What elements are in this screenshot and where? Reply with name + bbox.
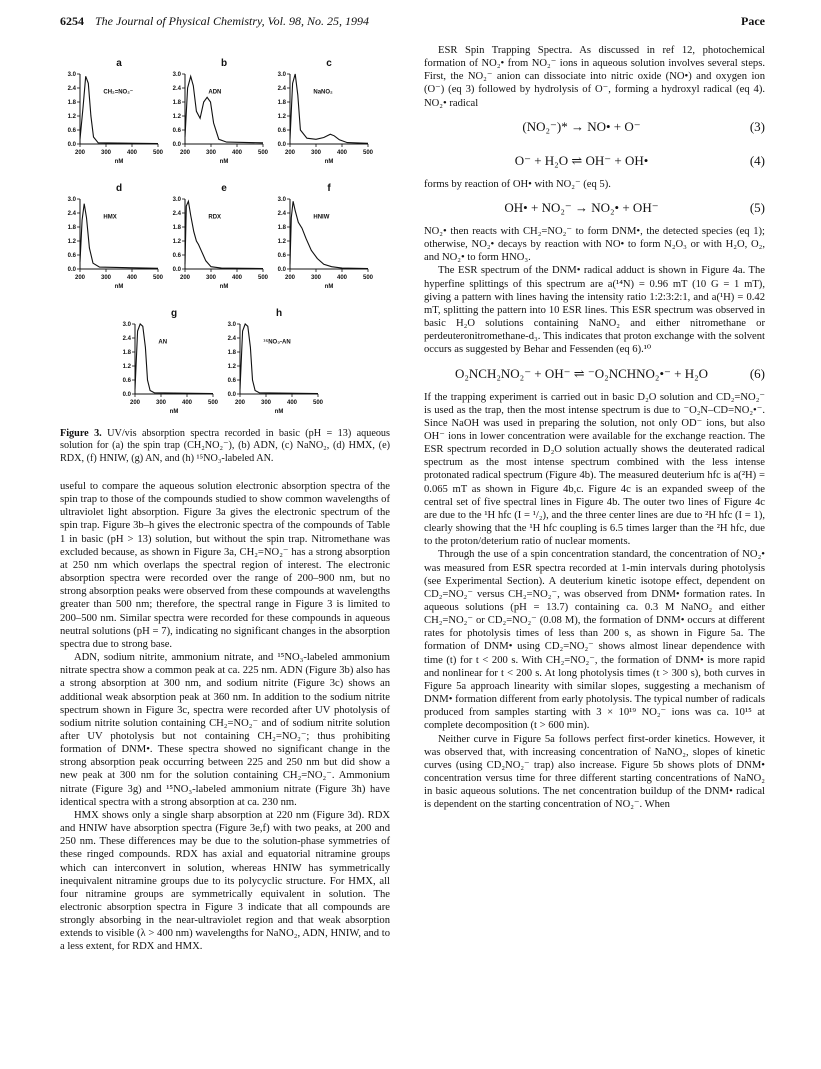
spectrum-panel-b [173,58,269,165]
y-tick-label: 2.4 [172,211,181,217]
x-tick-label: 400 [126,150,138,156]
spectrum-panel-a [68,58,164,165]
compound-label: HNIW [313,214,330,221]
figure-caption-text: UV/vis absorption spectra recorded in basic (pH = 13) aqueous solution for (a) the spin trap (CH₂NO₂⁻), (b) ADN, (c) NaNO₂, (d) HMX, (e) RDX, (f) HNIW, (g) AN, and (h) ¹⁵NO₃-labeled AN. [60,428,390,464]
spectrum-panel-d [68,183,164,290]
panel-letter: e [221,183,227,194]
x-tick-label: 500 [207,400,219,406]
x-tick-label: 200 [284,150,296,156]
y-tick-label: 2.4 [277,211,286,217]
figure-caption-label: Figure 3. [60,428,102,439]
x-tick-label: 200 [129,400,141,406]
figure-caption [60,428,390,465]
x-tick-label: 500 [257,150,269,156]
x-tick-label: 400 [286,400,298,406]
x-tick-label: 200 [179,275,191,281]
spectrum-panel-c [278,58,374,165]
paragraph: The ESR spectrum of the DNM• radical adduct is shown in Figure 4a. The hyperfine splittings of this spectrum are a(¹⁴N) = 0.96 mT (10 G = 1 mT), giving a pattern with lines having the intensity ratio 1:2:3:2:1, and a(¹H) = 0.42 mT, splitting the pattern into 10 ESR lines. This ESR spectrum was observed in basic H₂O solutions containing NaNO₂ and either nitromethane or perdeuteronitromethane-d₃. This indicates that proton exchange with the solvent occurs as suggested by Behar and Fessenden (eq 6).¹⁰ [424,265,765,356]
spectrum-curve [80,204,158,269]
y-tick-label: 2.4 [122,336,131,342]
spectrum-curve [290,74,368,143]
spectrum-panel-f [278,183,374,290]
x-tick-label: 400 [181,400,193,406]
x-tick-label: 300 [205,150,217,156]
y-tick-label: 2.4 [67,86,76,92]
y-tick-label: 1.2 [67,114,76,120]
paragraph: Neither curve in Figure 5a follows perfect first-order kinetics. However, it was observed that, with increasing concentration of NaNO₂, slopes of kinetic curves (using CD₂NO₂⁻ trap) also increase. Figure 5b shows plots of DNM• concentration versus time for three different starting concentrations of NaNO₂ in basic aqueous solutions. The net concentration buildup of the DNM• radical is dependent on the starting concentration of NO₂⁻. When [424,733,765,811]
spectrum-curve [80,76,158,143]
y-tick-label: 0.6 [227,378,236,384]
y-tick-label: 0.0 [122,392,131,398]
x-tick-label: 500 [152,150,164,156]
y-tick-label: 0.6 [67,128,76,134]
y-tick-label: 0.0 [227,392,236,398]
y-tick-label: 3.0 [67,72,76,78]
equation-body: OH• + NO₂⁻ → NO₂• + OH⁻ [504,200,659,216]
spectrum-panel-e [173,183,269,290]
y-tick-label: 0.0 [172,267,181,273]
y-tick-label: 0.6 [277,253,286,259]
x-tick-label: 300 [260,400,272,406]
spectrum-curve [135,324,213,394]
y-tick-label: 3.0 [227,322,236,328]
y-tick-label: 2.4 [67,211,76,217]
x-axis-label: nM [114,159,124,165]
page-number: 6254 [60,14,84,28]
y-tick-label: 1.2 [277,239,286,245]
y-tick-label: 1.2 [277,114,286,120]
spectrum-curve [185,76,263,143]
x-tick-label: 500 [312,400,324,406]
x-tick-label: 500 [152,275,164,281]
equation-number: (5) [749,200,765,216]
spectrum-curve [240,324,318,394]
journal-title: The Journal of Physical Chemistry, Vol. 98, No. 25, 1994 [95,14,369,28]
y-tick-label: 0.0 [277,267,286,273]
compound-label: HMX [103,214,117,221]
y-tick-label: 3.0 [172,72,181,78]
y-tick-label: 1.8 [172,100,181,106]
x-tick-label: 200 [74,275,86,281]
y-tick-label: 0.6 [172,128,181,134]
panel-letter: b [220,58,228,69]
y-tick-label: 3.0 [277,72,286,78]
equation-6 [424,357,765,391]
y-tick-label: 1.8 [67,100,76,106]
spectrum-curve [185,201,263,268]
equation-body: O₂NCH₂NO₂⁻ + OH⁻ ⇌ ⁻O₂NCHNO₂•⁻ + H₂O [454,365,709,381]
paragraph: If the trapping experiment is carried out in basic D₂O solution and CD₂=NO₂⁻ is used as the trap, then the most intense spectrum is due to ⁻O₂N–CD=NO₂•⁻. Since NaOH was used in preparing the solution, not only OD⁻ ions, but also OH⁻ ions in lower concentration were available for the exchange reaction. The ESR spectrum recorded in D₂O solution actually shows the deuterated radical spectrum as the most intense spectrum combined with the less intense protonated radical spectrum (Figure 4b). The measured deuterium hfc is a(²H) = 0.065 mT as shown in Figure 4b,c. Figure 4c is an expanded sweep of the central set of five spectral lines in Figure 4b. The outer two lines of Figure 4c are due to the ¹H hfc (I = ¹/₂), and the three center lines are due to ²H hfc (I = 1), clearly showing that the ¹H hfc coupling is 6.5 times larger than the ²H hfc, due to the proton/deterium ratio of nuclear moments. [424,391,765,548]
compound-label: NaNO₂ [313,89,333,96]
paragraph: NO₂• then reacts with CH₂=NO₂⁻ to form DNM•, the detected species (eq 1); otherwise, NO₂• decays by reaction with NO• to form N₂O₃ or with H₂O, O₂, and NO₂• to form HNO₃. [424,225,765,264]
y-tick-label: 1.2 [67,239,76,245]
x-tick-label: 200 [179,150,191,156]
x-tick-label: 500 [362,275,374,281]
x-tick-label: 400 [336,150,348,156]
y-tick-label: 0.6 [67,253,76,259]
x-tick-label: 400 [126,275,138,281]
y-tick-label: 1.8 [277,100,286,106]
spectrum-curve [290,201,368,268]
equation-number: (6) [749,365,765,381]
y-tick-label: 3.0 [277,197,286,203]
x-tick-label: 200 [74,150,86,156]
y-tick-label: 3.0 [67,197,76,203]
compound-label: AN [158,339,168,346]
x-axis-label: nM [219,284,229,290]
y-tick-label: 1.2 [122,364,131,370]
page-header [60,14,765,32]
x-axis-label: nM [219,159,229,165]
paragraph: ADN, sodium nitrite, ammonium nitrate, and ¹⁵NO₃-labeled ammonium nitrate spectra show a common peak at ca. 225 nm. ADN (Figure 3b) also has a strong absorption at 300 nm, and sodium nitrite (Figure 3c) shows an additional weak absorption peak at 360 nm. In addition to the sodium nitrite spectrum shown in Figure 3c, spectra were recorded after UV photolysis of sodium nitrite solution containing CH₂=NO₂⁻ and of sodium nitrite solution after UV photolysis but not containing CH₂=NO₂⁻; thus prohibiting formation of DNM•. These spectra showed no significant change in the strong absorption peak occurring between 225 and 250 nm but did show a new peak at 300 nm for the solution containing CH₂=NO₂⁻. Ammonium nitrate (Figure 3g) and ¹⁵NO₃-labeled ammonium nitrate (Figure 3h) have identical spectra with a strong absorption at ca. 230 nm. [60,652,390,808]
x-tick-label: 300 [310,275,322,281]
equation-number: (4) [749,153,765,169]
y-tick-label: 0.6 [122,378,131,384]
compound-label: RDX [208,214,222,221]
running-author: Pace [741,14,765,28]
panel-letter: h [275,308,283,319]
y-tick-label: 2.4 [227,336,236,342]
spectrum-panel-h [228,308,324,415]
panel-letter: a [116,58,122,69]
left-column [60,480,390,954]
y-tick-label: 1.2 [172,239,181,245]
compound-label: CH₂=NO₂⁻ [103,89,134,96]
x-tick-label: 300 [310,150,322,156]
panel-letter: g [170,308,178,319]
x-tick-label: 400 [231,150,243,156]
x-axis-label: nM [274,409,284,415]
y-tick-label: 1.8 [227,350,236,356]
right-column [424,44,765,812]
x-tick-label: 500 [257,275,269,281]
x-tick-label: 200 [234,400,246,406]
x-axis-label: nM [324,159,334,165]
x-tick-label: 300 [100,275,112,281]
x-axis-label: nM [114,284,124,290]
panel-letter: d [115,183,123,194]
equation-number: (3) [749,119,765,135]
figure-3-panels [60,44,390,424]
compound-label: ADN [208,89,222,96]
x-tick-label: 300 [155,400,167,406]
equation-5 [424,191,765,225]
equation-4 [424,144,765,178]
x-tick-label: 500 [362,150,374,156]
x-tick-label: 400 [336,275,348,281]
y-tick-label: 2.4 [277,86,286,92]
x-tick-label: 300 [100,150,112,156]
y-tick-label: 0.0 [67,267,76,273]
x-tick-label: 300 [205,275,217,281]
y-tick-label: 1.8 [67,225,76,231]
y-tick-label: 0.6 [277,128,286,134]
x-axis-label: nM [169,409,179,415]
y-tick-label: 0.6 [172,253,181,259]
y-tick-label: 1.8 [277,225,286,231]
y-tick-label: 0.0 [67,142,76,148]
y-tick-label: 2.4 [172,86,181,92]
spectrum-panel-g [123,308,219,415]
y-tick-label: 1.8 [172,225,181,231]
y-tick-label: 3.0 [172,197,181,203]
equation-body: O⁻ + H₂O ⇌ OH⁻ + OH• [514,153,649,169]
y-tick-label: 1.8 [122,350,131,356]
equation-body: (NO₂⁻)* → NO• + O⁻ [522,119,641,135]
y-tick-label: 0.0 [277,142,286,148]
x-tick-label: 200 [284,275,296,281]
panel-letter: c [326,58,332,69]
x-tick-label: 400 [231,275,243,281]
equation-3 [424,110,765,144]
compound-label: ¹⁵NO₃-AN [263,339,291,346]
paragraph: Through the use of a spin concentration standard, the concentration of NO₂• was measured from ESR spectra recorded at 1-min intervals during photolysis (see Experimental Section). A deuterium kinetic isotope effect, dependent on CD₂=NO₂⁻ versus CH₂=NO₂⁻, was observed from DNM• formation rates. In aqueous solutions (pH = 13.7) containing ca. 0.3 M NaNO₂ and either CH₂=NO₂⁻ or CD₂=NO₂⁻ (0.08 M), the formation of DNM• occurs at different rates for photolysis times of less than 200 s, as shown in Figure 5a. The formation of DNM• using CD₂=NO₂⁻ shows almost linear dependence with time (t) for t < 200 s. With CH₂=NO₂⁻, the formation of DNM• is more rapid and nonlinear for t < 200 s. At long photolysis times (t > 300 s), both curves in Figure 5a approach linearity with similar slopes, suggesting a mechanism of DNM• formation different from early photolysis. The typical number of radicals produced from samples starting with 3 × 10¹⁹ NO₂⁻ ions was ca. 10¹⁵ at complete decomposition (t > 600 min). [424,549,765,732]
paragraph: useful to compare the aqueous solution electronic absorption spectra of the spin trap to those of the compounds studied to show common wavelengths of ultraviolet light absorption. Figure 3a gives the electronic spectrum of the spin trap. Figure 3b–h gives the electronic spectra of the compounds of Table 1 in basic (pH > 13) solution, but without the spin trap. Nitromethane was excluded because, as shown in Figure 3a, CH₂=NO₂⁻ has a strong absorption at 250 nm which overlaps the spectral region of interest. The electronic absorption spectra were recorded over the range of 200–900 nm, but no strong absorption peaks were observed from these compounds at wavelengths greater than 500 nm; therefore, the spectral range in Figure 3 is limited to 200–500 nm. Similar spectra were recorded for these compounds in aqueous neutral solutions (pH = 7), indicating no significant changes in the absorption spectra due to strong base. [60,481,390,650]
y-tick-label: 1.2 [172,114,181,120]
x-axis-label: nM [324,284,334,290]
y-tick-label: 1.2 [227,364,236,370]
paragraph: HMX shows only a single sharp absorption at 220 nm (Figure 3d). RDX and HNIW have absorption spectra (Figure 3e,f) with two peaks, at 200 and 250 nm. These differences may be due to the solution-phase symmetries of these ringed compounds. RDX has axial and equatorial nitramine groups which can interconvert in solution, whereas HNIW has symmetrically inequivalent nitramine groups due to its polycyclic structure. For HMX, all four nitramine groups are symmetrically equivalent in solution. The electronic absorption spectra in Figure 3 indicate that all compounds are strongly absorbing in the near-ultraviolet region and that weak absorption extends to visible (λ > 400 nm) wavelengths for NaNO₂, ADN, HNIW, and to a less extent, for RDX and HMX. [60,809,390,953]
paragraph: forms by reaction of OH• with NO₂⁻ (eq 5). [424,178,611,190]
paragraph: ESR Spin Trapping Spectra. As discussed in ref 12, photochemical formation of NO₂• from NO₂⁻ ions in aqueous solution involves several steps. First, the NO₂⁻ anion can dissociate into nitric oxide (NO•) and oxygen ion (O⁻) (eq 3) followed by hydrolysis of O⁻, forming a hydroxyl radical (eq 4). NO₂• radical [424,45,765,109]
y-tick-label: 0.0 [172,142,181,148]
panel-letter: f [327,183,331,194]
y-tick-label: 3.0 [122,322,131,328]
figure-3 [60,44,390,424]
